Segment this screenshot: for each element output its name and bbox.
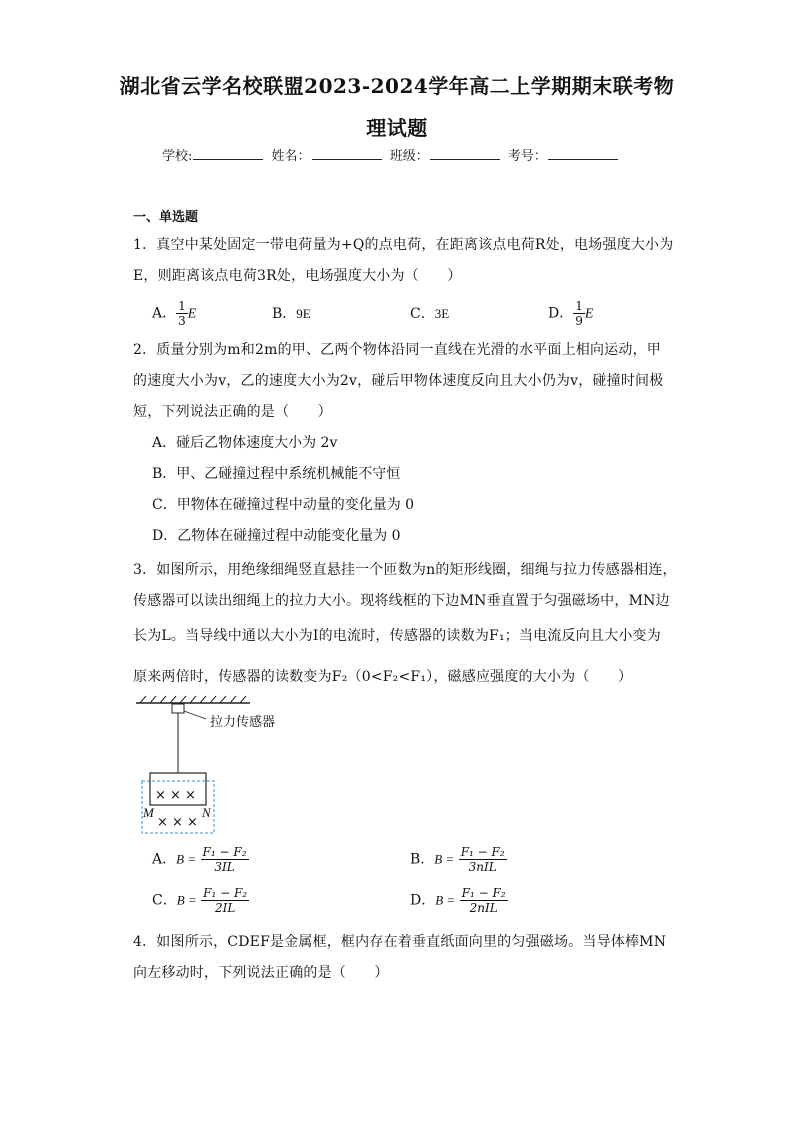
q2-option-d: D．乙物体在碰撞过程中动能变化量为 0 [152,528,401,544]
school-label: 学校: [162,149,193,164]
name-label: 姓名： [271,149,311,164]
name-blank[interactable] [312,146,382,160]
q3-option-d: D．B = $\frac{\text{F₁ − F₂}}{\text{2nIL}}$ [410,886,506,915]
q3-option-b: B．B = $\frac{\text{F₁ − F₂}}{\text{3nIL}}$ [410,845,505,874]
sensor-leader-line [184,711,206,719]
q3-option-c: C．B = $\frac{\text{F₁ − F₂}}{2IL}$ [152,886,248,915]
q2-option-a: A．碰后乙物体速度大小为 2v [152,435,338,451]
q2-line1: 2．质量分别为m和2m的甲、乙两个物体沿同一直线在光滑的水平面上相向运动，甲 [133,342,661,358]
q4-line2: 向左移动时，下列说法正确的是（ ） [133,965,389,981]
student-info-row [162,145,622,164]
class-label: 班级： [389,149,429,164]
q4-line1: 4．如图所示，CDEF是金属框，框内存在着垂直纸面向里的匀强磁场。当导体棒MN [133,934,667,950]
q2-option-b: B．甲、乙碰撞过程中系统机械能不守恒 [152,466,401,482]
label-m: M [143,805,154,820]
q2-option-c: C．甲物体在碰撞过程中动量的变化量为 0 [152,497,415,513]
q3-diagram [130,695,300,840]
q1-option-c: C．3E [410,306,450,322]
page-title-cont: 理试题 [366,116,428,140]
ceiling-hatching [140,696,246,703]
exam-number-blank[interactable] [548,146,618,160]
q1-option-d: D． $\frac{1}{9}$ E [548,299,594,328]
q1-line1: 1．真空中某处固定一带电荷量为+Q的点电荷，在距离该点电荷R处，电场强度大小为 [133,237,674,253]
q2-line2: 的速度大小为v，乙的速度大小为2v，碰后甲物体速度反向且大小仍为v，碰撞时间极 [133,373,664,389]
q1-option-a: A． $\frac{1}{3}$ E [152,299,197,328]
q1-option-b: B．9E [272,306,311,322]
force-sensor [172,704,184,713]
q3-line1: 3．如图所示，用绝缘细绳竖直悬挂一个匝数为n的矩形线圈，细绳与拉力传感器相连， [133,562,677,578]
section-title: 一、单选题 [133,210,199,225]
q2-line3: 短，下列说法正确的是（ ） [133,404,332,420]
page-title: 湖北省云学名校联盟2023-2024学年高二上学期期末联考物 [119,74,675,98]
field-crosses-top: × × × [155,788,196,803]
exam-number-label: 考号： [507,149,547,164]
q3-line2: 传感器可以读出细绳上的拉力大小。现将线框的下边MN垂直置于匀强磁场中，MN边 [133,593,670,609]
label-n: N [202,805,211,820]
school-blank[interactable] [193,146,263,160]
q3-line3: 长为L。当导线中通以大小为I的电流时，传感器的读数为F₁；当电流反向且大小变为 [133,628,661,644]
q3-option-a: A．B = $\frac{\text{F₁ − F₂}}{3IL}$ [152,845,247,874]
q3-line4: 原来两倍时，传感器的读数变为F₂（0<F₂<F₁），磁感应强度的大小为（ ） [133,669,633,685]
sensor-label: 拉力传感器 [210,715,276,730]
class-blank[interactable] [430,146,500,160]
field-crosses-bottom: × × × [157,815,198,830]
q1-line2: E，则距离该点电荷3R处，电场强度大小为（ ） [133,268,462,284]
